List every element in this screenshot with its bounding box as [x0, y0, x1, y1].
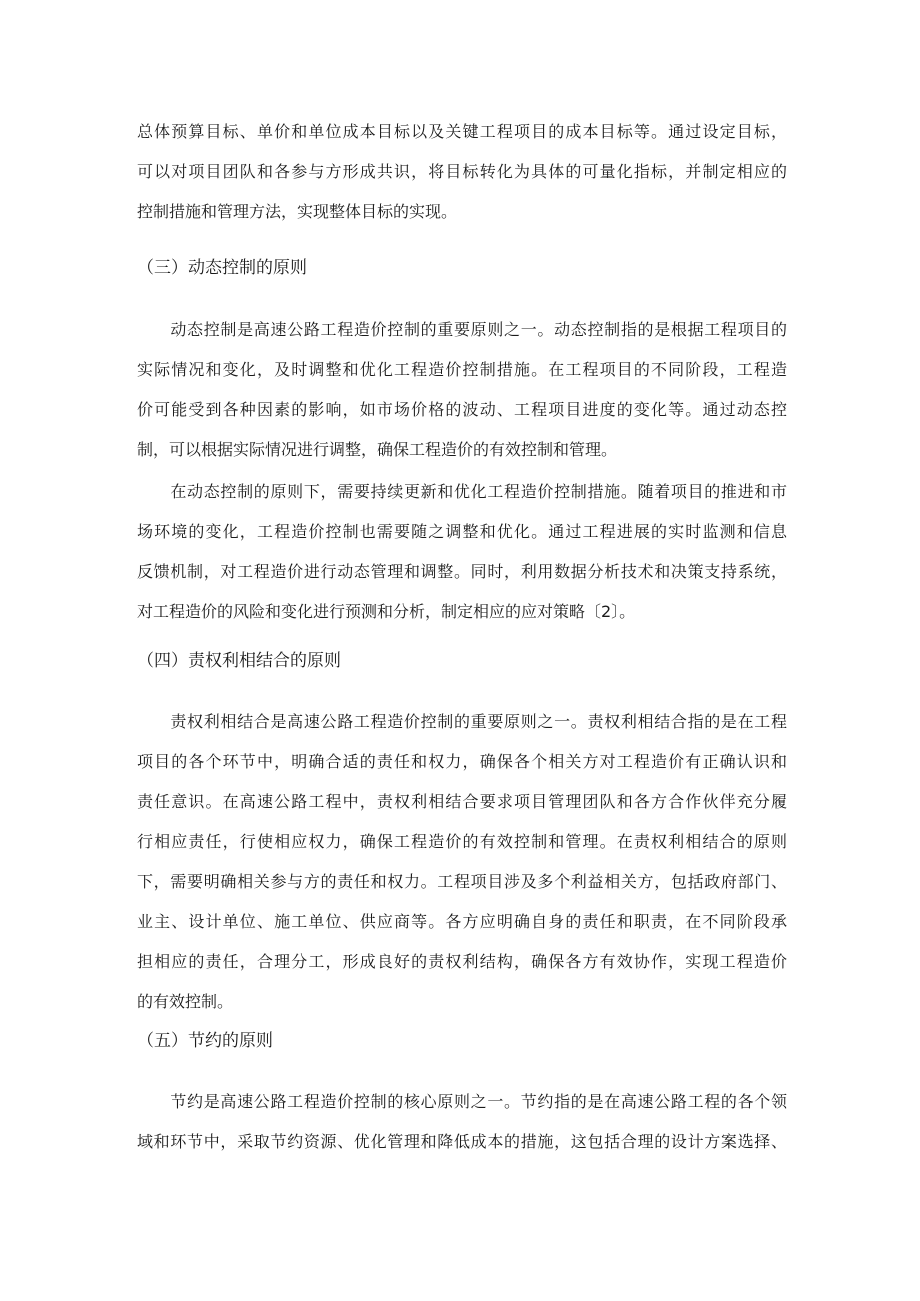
- paragraph-dynamic-control-1: [137, 310, 787, 470]
- paragraph-target-setting: [137, 112, 787, 232]
- text-line: 业主、设计单位、施工单位、供应商等。各方应明确自身的责任和职责，在不同阶段承: [137, 912, 787, 931]
- text-line: 域和环节中，采取节约资源、优化管理和降低成本的措施，这包括合理的设计方案选择、: [137, 1132, 787, 1151]
- text-line: 制，可以根据实际情况进行调整，确保工程造价的有效控制和管理。: [137, 440, 618, 459]
- text-line: 行相应责任，行使相应权力，确保工程造价的有效控制和管理。在责权利相结合的原则: [137, 832, 787, 851]
- paragraph-saving: [137, 1082, 787, 1162]
- text-line: 价可能受到各种因素的影响，如市场价格的波动、工程项目进度的变化等。通过动态控: [137, 400, 787, 419]
- paragraph-dynamic-control-2: [137, 472, 787, 632]
- text-line: 动态控制是高速公路工程造价控制的重要原则之一。动态控制指的是根据工程项目的: [137, 320, 787, 339]
- text-line: 下，需要明确相关参与方的责任和权力。工程项目涉及多个利益相关方，包括政府部门、: [137, 872, 787, 891]
- text-line: 项目的各个环节中，明确合适的责任和权力，确保各个相关方对工程造价有正确认识和: [137, 752, 787, 771]
- text-line: 可以对项目团队和各参与方形成共识，将目标转化为具体的可量化指标，并制定相应的: [137, 162, 787, 181]
- text-line: 总体预算目标、单价和单位成本目标以及关键工程项目的成本目标等。通过设定目标，: [137, 122, 787, 141]
- section-heading-saving: （五）节约的原则: [137, 1031, 273, 1051]
- text-line: 责权利相结合是高速公路工程造价控制的重要原则之一。责权利相结合指的是在工程: [137, 712, 787, 731]
- section-heading-dynamic-control: （三）动态控制的原则: [137, 258, 307, 278]
- paragraph-responsibility: [137, 702, 787, 1022]
- section-heading-responsibility: （四）责权利相结合的原则: [137, 651, 341, 671]
- text-line: 控制措施和管理方法，实现整体目标的实现。: [137, 202, 458, 221]
- text-line: 责任意识。在高速公路工程中，责权利相结合要求项目管理团队和各方合作伙伴充分履: [137, 792, 787, 811]
- text-line: 实际情况和变化，及时调整和优化工程造价控制措施。在工程项目的不同阶段，工程造: [137, 360, 787, 379]
- text-line: 担相应的责任，合理分工，形成良好的责权利结构，确保各方有效协作，实现工程造价: [137, 952, 787, 971]
- text-line: 反馈机制，对工程造价进行动态管理和调整。同时，利用数据分析技术和决策支持系统，: [137, 562, 787, 581]
- text-line: 节约是高速公路工程造价控制的核心原则之一。节约指的是在高速公路工程的各个领: [137, 1092, 787, 1111]
- text-line: 在动态控制的原则下，需要持续更新和优化工程造价控制措施。随着项目的推进和市: [137, 482, 787, 501]
- text-line: 场环境的变化，工程造价控制也需要随之调整和优化。通过工程进展的实时监测和信息: [137, 522, 787, 541]
- text-line: 的有效控制。: [137, 992, 234, 1011]
- text-line: 对工程造价的风险和变化进行预测和分析，制定相应的应对策略〔2〕。: [137, 602, 636, 621]
